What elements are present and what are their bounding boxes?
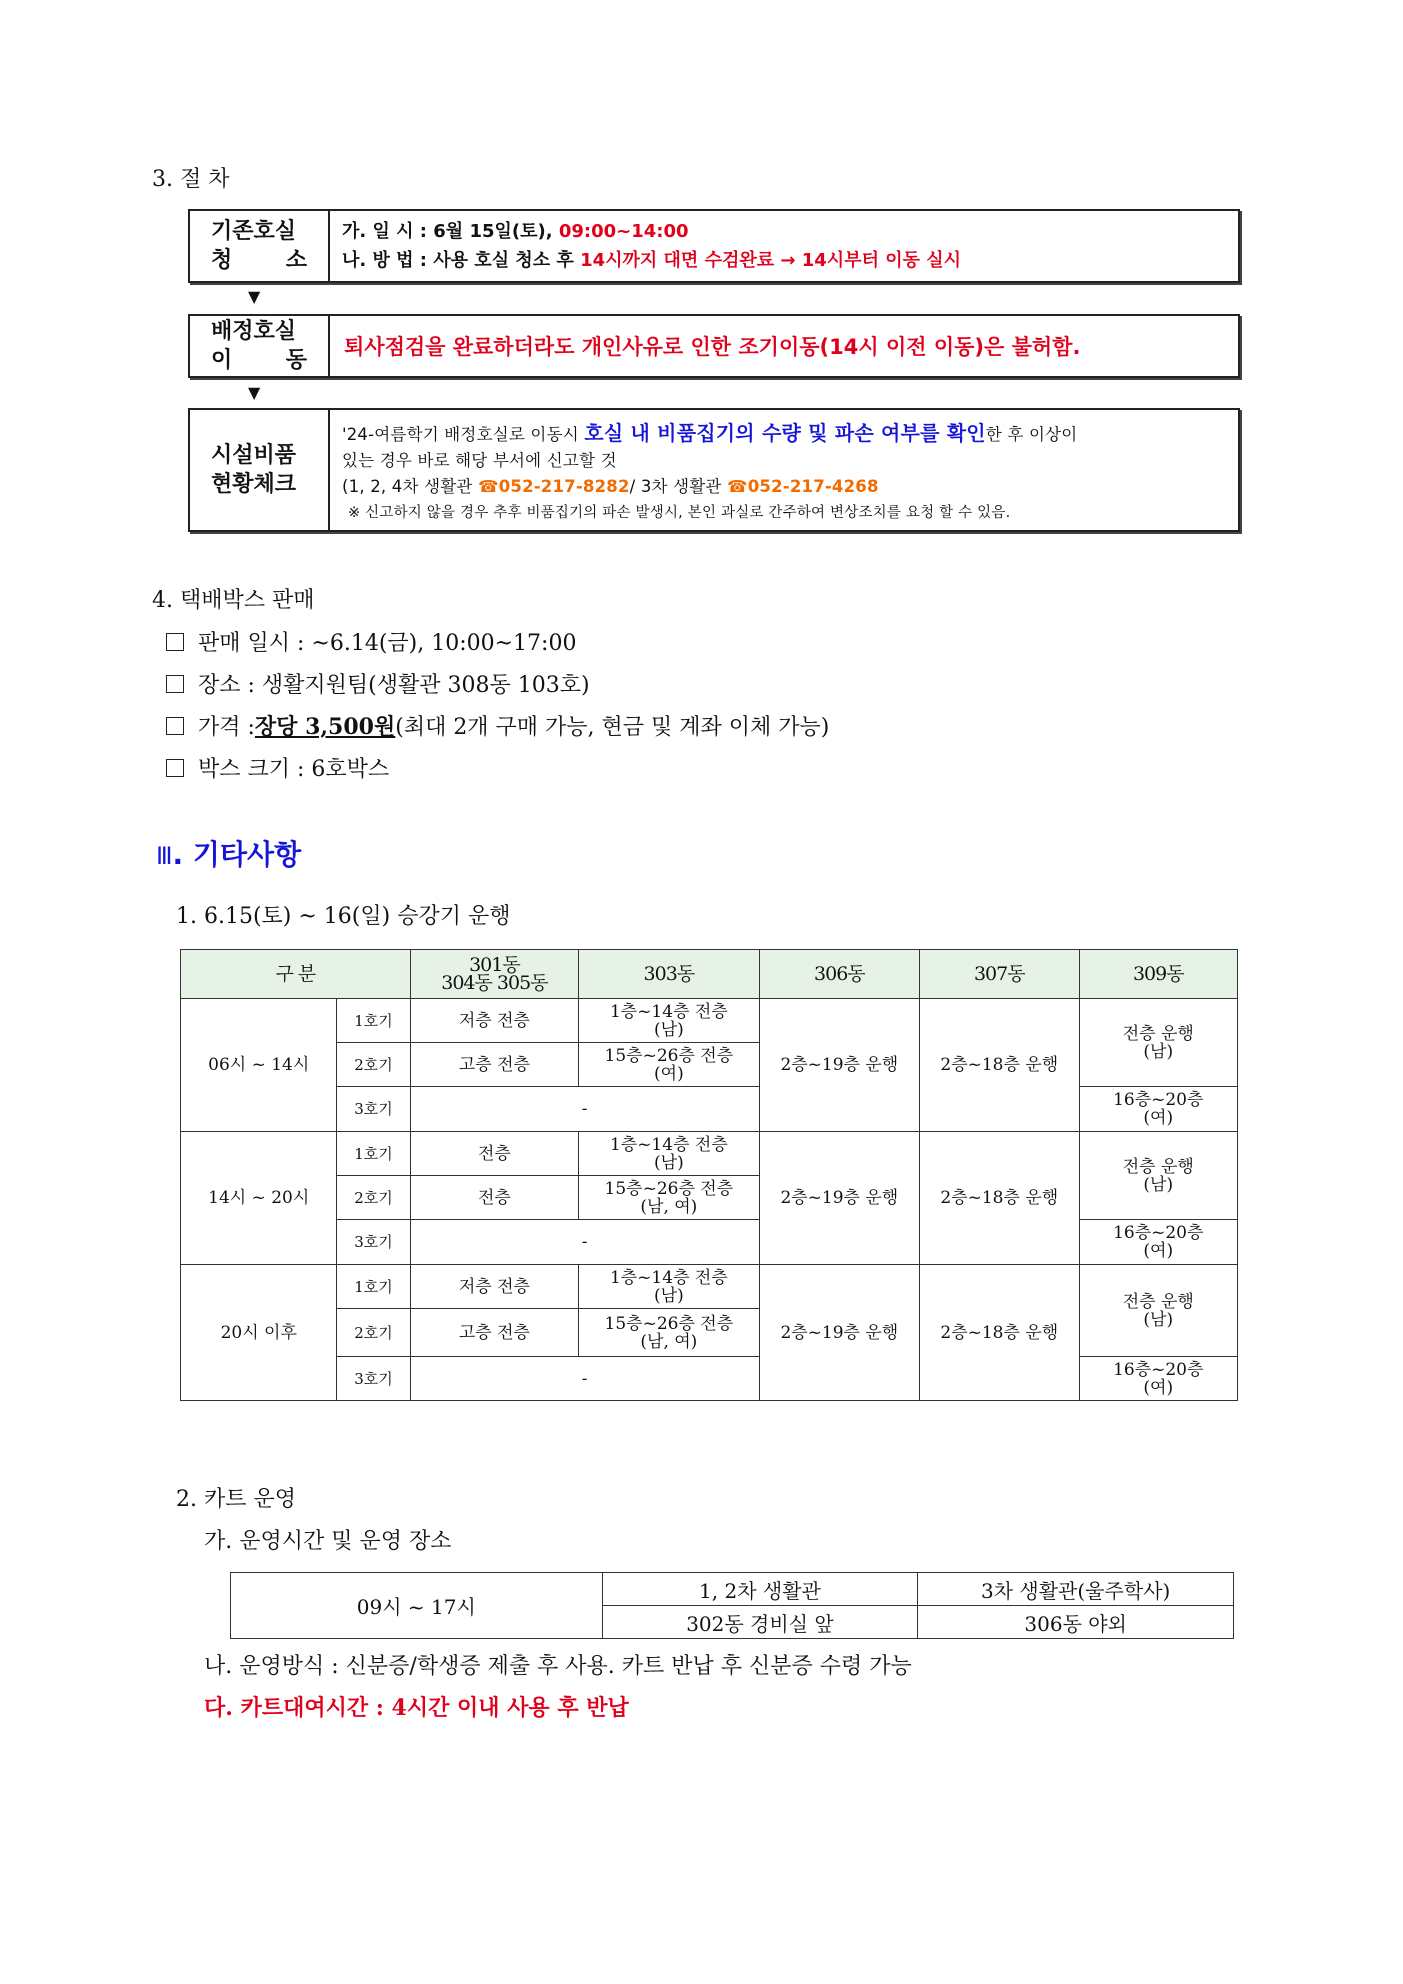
procedure-label: 기존호실 청 소 bbox=[190, 211, 330, 281]
checkbox-icon bbox=[166, 717, 184, 735]
procedure-body: 퇴사점검을 완료하더라도 개인사유로 인한 조기이동(14시 이전 이동)은 불허함. bbox=[344, 335, 1081, 359]
checkbox-icon bbox=[166, 759, 184, 777]
procedure-label: 시설비품 현황체크 bbox=[190, 410, 330, 530]
procedure-box-move bbox=[188, 314, 1240, 378]
list-item: 박스 크기 : 6호박스 bbox=[166, 752, 389, 783]
checkbox-icon bbox=[166, 675, 184, 693]
table-row: 2호기 고층 전층 15층~26층 전층 (여) bbox=[181, 1043, 1238, 1087]
section-iii-heading: Ⅲ. 기타사항 bbox=[156, 838, 302, 871]
procedure-box-cleaning bbox=[188, 209, 1240, 283]
cart-subtitle-c: 다. 카트대여시간 : 4시간 이내 사용 후 반납 bbox=[204, 1695, 629, 1721]
cart-subtitle-b: 나. 운영방식 : 신분증/학생증 제출 후 사용. 카트 반납 후 신분증 수령 가능 bbox=[204, 1654, 912, 1679]
arrow-down-icon: ▼ bbox=[248, 287, 261, 306]
table-row: 2호기 전층 15층~26층 전층 (남, 여) bbox=[181, 1176, 1238, 1220]
cart-subtitle-a: 가. 운영시간 및 운영 장소 bbox=[204, 1529, 452, 1554]
cart-title: 2. 카트 운영 bbox=[176, 1487, 296, 1512]
checkbox-icon bbox=[166, 633, 184, 651]
header-301: 301동 304동 305동 bbox=[410, 950, 578, 999]
header-303: 303동 bbox=[579, 950, 760, 999]
list-item: 가격 : 장당 3,500원 (최대 2개 구매 가능, 현금 및 계좌 이체 가능) bbox=[166, 710, 829, 741]
section-3-title: 3. 절 차 bbox=[152, 167, 230, 192]
list-item: 장소 : 생활지원팀(생활관 308동 103호) bbox=[166, 668, 590, 699]
header-gubun: 구 분 bbox=[181, 950, 411, 999]
procedure-box-facility-check bbox=[188, 408, 1240, 532]
cart-table bbox=[230, 1572, 1234, 1639]
table-row: 06시 ~ 14시 1호기 저층 전층 1층~14층 전층 (남) 2층~19층 운행 2층~18층 운행 전층 운행 (남) bbox=[181, 999, 1238, 1043]
procedure-body: '24-여름학기 배정호실로 이동시 호실 내 비품집기의 수량 및 파손 여부를 확인한 후 이상이 있는 경우 바로 해당 부서에 신고할 것 (1, 2, 4차 생활관 ☎052-217-8282/ 3차 생활관 ☎052-217-4268 ※ 신고하지 않을 경우 추후 비품집기의 파손 발생시, 본인 과실로 간주하여 변상조치를 요청 할 수 있음. bbox=[342, 421, 1078, 521]
table-row: 3호기 - 16층~20층 (여) bbox=[181, 1357, 1238, 1401]
table-row: 09시 ~ 17시 1, 2차 생활관 3차 생활관(울주학사) bbox=[231, 1573, 1234, 1606]
table-row: 20시 이후 1호기 저층 전층 1층~14층 전층 (남) 2층~19층 운행 2층~18층 운행 전층 운행 (남) bbox=[181, 1265, 1238, 1309]
period-cell: 20시 이후 bbox=[181, 1265, 337, 1401]
period-cell: 06시 ~ 14시 bbox=[181, 999, 337, 1132]
table-row: 2호기 고층 전층 15층~26층 전층 (남, 여) bbox=[181, 1309, 1238, 1357]
header-307: 307동 bbox=[920, 950, 1079, 999]
table-row: 302동 경비실 앞 306동 야외 bbox=[231, 1606, 1234, 1639]
table-row: 3호기 - 16층~20층 (여) bbox=[181, 1220, 1238, 1265]
table-row: 3호기 - 16층~20층 (여) bbox=[181, 1087, 1238, 1132]
table-header-row bbox=[181, 950, 1238, 999]
elevator-table bbox=[180, 949, 1238, 1401]
period-cell: 14시 ~ 20시 bbox=[181, 1132, 337, 1265]
arrow-down-icon: ▼ bbox=[248, 383, 261, 402]
header-309: 309동 bbox=[1079, 950, 1238, 999]
procedure-body: 가. 일 시 : 6월 15일(토), 09:00~14:00 나. 방 법 : 사용 호실 청소 후 14시까지 대면 수검완료 → 14시부터 이동 실시 bbox=[342, 221, 962, 271]
elevator-title: 1. 6.15(토) ~ 16(일) 승강기 운행 bbox=[176, 904, 511, 929]
section-4-title: 4. 택배박스 판매 bbox=[152, 588, 315, 613]
list-item: 판매 일시 : ~6.14(금), 10:00~17:00 bbox=[166, 626, 576, 657]
procedure-label: 배정호실 이 동 bbox=[190, 316, 330, 376]
table-row: 14시 ~ 20시 1호기 전층 1층~14층 전층 (남) 2층~19층 운행 2층~18층 운행 전층 운행 (남) bbox=[181, 1132, 1238, 1176]
header-306: 306동 bbox=[759, 950, 919, 999]
